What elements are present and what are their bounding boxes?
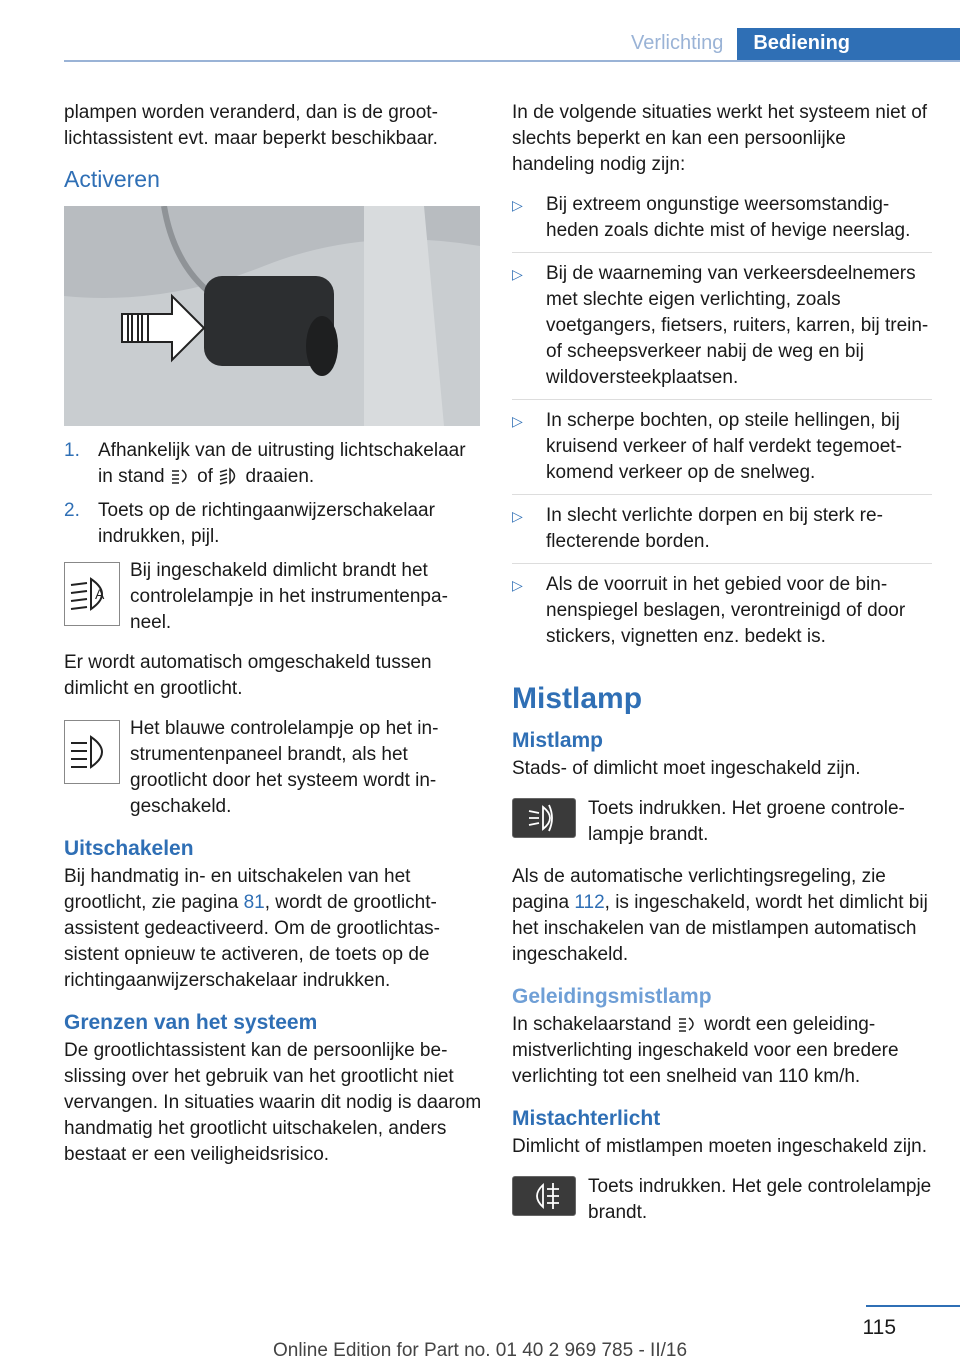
header-section: Verlichting [631, 32, 724, 54]
limits-list [512, 192, 932, 658]
grenzen-heading: Grenzen van het systeem [64, 1011, 318, 1034]
list-item: ▷ Als de voorruit in het gebied voor de binnenspiegel beslagen, verontreinigd of door stickers, vignetten enz. bedekt is. [512, 574, 906, 647]
grenzen-paragraph: De grootlichtassistent kan de persoonlijke beslissing over het gebruik van het grootlicht niet vervangen. In situaties waarin dit nodig is daarom handmatig het grootlicht uitschakelen, anders bestaat er een veiligheidsrisico. [64, 1040, 482, 1165]
triangle-bullet-icon: ▷ [512, 197, 523, 213]
rear-fog-light-button-icon [512, 1176, 576, 1216]
auto-fog-paragraph: Als de automatische verlichtingsregeling, zie pagina 112, is ingeschakeld, wordt het dimlicht bij het inschakelen van de mistlampen automatisch ingeschakeld. [512, 866, 928, 965]
list-item: ▷ In scherpe bochten, op steile hellingen, bij kruisend verkeer of half verdekt tegemoetkomend verkeer op de snelweg. [512, 408, 932, 495]
page-header [631, 28, 960, 62]
list-item: 2. Toets op de richtingaanwijzerschakelaar indrukken, pijl. [64, 500, 435, 547]
front-fog-button-note: Toets indrukken. Het groene controlelampje brandt. [512, 796, 932, 850]
triangle-bullet-icon: ▷ [512, 577, 523, 593]
triangle-bullet-icon: ▷ [512, 413, 523, 429]
header-chapter: Bediening [737, 28, 960, 62]
page-link-81[interactable]: 81 [243, 892, 265, 913]
header-rule [64, 60, 960, 62]
page-number: 115 [862, 1316, 896, 1339]
auto-switch-paragraph: Er wordt automatisch omgeschakeld tussen dimlicht en grootlicht. [64, 652, 432, 699]
mistachterlicht-paragraph: Dimlicht of mistlampen moeten ingeschakeld zijn. [512, 1136, 928, 1157]
activeren-heading: Activeren [64, 166, 160, 192]
auto-light-icon [170, 467, 192, 485]
mistlamp-heading: Mistlamp [512, 729, 604, 752]
intro-paragraph: plampen worden veranderd, dan is de grootlichtassistent evt. maar beperkt beschikbaar. [64, 102, 438, 149]
low-beam-icon [218, 467, 240, 485]
right-column [512, 100, 932, 1242]
activation-steps [64, 438, 482, 550]
footer-edition: Online Edition for Part no. 01 40 2 969 785 - II/16 [272, 1340, 688, 1361]
triangle-bullet-icon: ▷ [512, 508, 523, 524]
geleiding-paragraph: In schakelaarstand wordt een geleidingmistverlichting ingeschakeld voor een bredere verlichting tot een snelheid van 110 km/h. [512, 1014, 899, 1087]
uitschakelen-heading: Uitschakelen [64, 837, 194, 860]
mistlamp-paragraph: Stads- of dimlicht moet ingeschakeld zijn. [512, 758, 861, 779]
page-link-112[interactable]: 112 [574, 892, 605, 913]
high-beam-indicator-icon [64, 720, 120, 784]
uitschakelen-paragraph: Bij handmatig in- en uitschakelen van het grootlicht, zie pagina 81, wordt de grootlichtassistent gedeactiveerd. Om de grootlichtassistent opnieuw te activeren, de toets op de richtingaanwijzerschakelaar indrukken. [64, 866, 440, 991]
high-beam-assistant-indicator-icon [64, 562, 120, 626]
note-indicator-highbeam: Het blauwe controlelampje op het instrumentenpaneel brandt, als het grootlicht door het systeem wordt ingeschakeld. [64, 716, 482, 820]
front-fog-light-button-icon [512, 798, 576, 838]
mistlamp-chapter-heading: Mistlamp [512, 682, 643, 715]
limits-intro: In de volgende situaties werkt het systeem niet of slechts beperkt en kan een persoonlijke handeling nodig zijn: [512, 102, 928, 175]
list-item: 1. Afhankelijk van de uitrusting lichtschakelaar in stand of draaien. [64, 440, 466, 487]
footer-rule [866, 1305, 960, 1307]
list-item: ▷ In slecht verlichte dorpen en bij sterk reflecterende borden. [512, 503, 932, 564]
list-item: ▷ Bij extreem ongunstige weersomstandigheden zoals dichte mist of hevige neerslag. [512, 192, 932, 253]
auto-light-icon [677, 1015, 699, 1033]
geleiding-heading: Geleidingsmistlamp [512, 985, 712, 1008]
svg-text:A: A [95, 586, 105, 602]
list-item: ▷ Bij de waarneming van verkeersdeelnemers met slechte eigen verlichting, zoals voetgangers, fietsers, ruiters, karren, bij trein- of scheepsverkeer nabij de weg en bij wildoversteekplaatsen. [512, 261, 932, 400]
triangle-bullet-icon: ▷ [512, 266, 523, 282]
left-column [64, 100, 482, 1182]
rear-fog-button-note: Toets indrukken. Het gele controlelampje brandt. [512, 1174, 932, 1228]
turn-signal-lever-photo [64, 206, 480, 426]
note-indicator-a: A Bij ingeschakeld dimlicht brandt het controlelampje in het instrumentenpaneel. [64, 558, 482, 636]
mistachterlicht-heading: Mistachterlicht [512, 1107, 661, 1130]
